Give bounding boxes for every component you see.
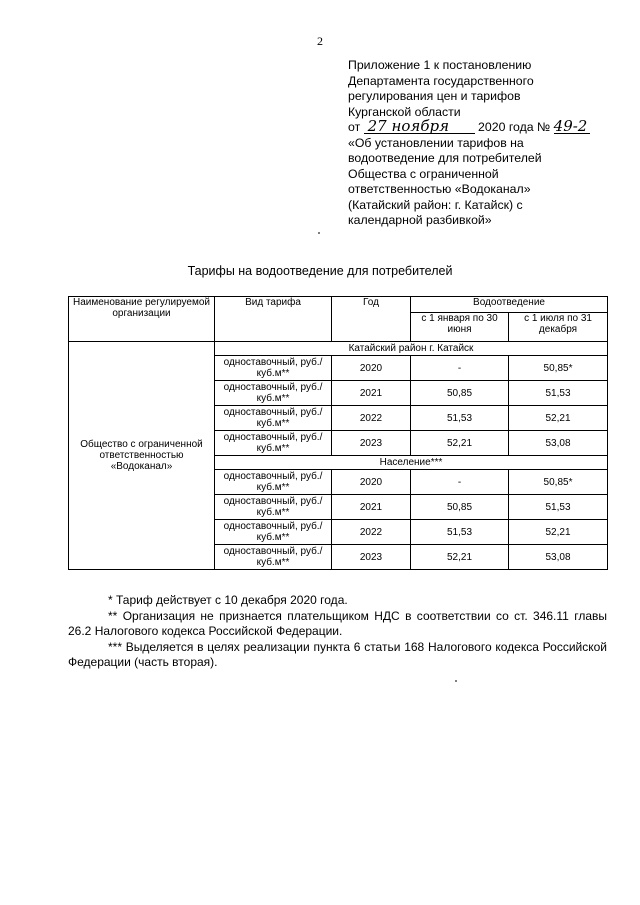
period2-cell: 53,08 <box>509 431 608 456</box>
footnote: ** Организация не признается плательщиком НДС в соответствии со ст. 346.11 главы 26.2 Налогового кодекса Российской Федерации. <box>68 608 607 638</box>
tariff-type-cell: одноставочный, руб./куб.м** <box>215 470 332 495</box>
tariff-table <box>68 296 608 570</box>
group-label: Население*** <box>215 456 608 470</box>
year-cell: 2020 <box>332 470 411 495</box>
period2-cell: 51,53 <box>509 495 608 520</box>
period2-cell: 53,08 <box>509 545 608 570</box>
appendix-subject-line: «Об установлении тарифов на <box>348 135 524 150</box>
handwritten-number: 49-2 <box>554 120 590 134</box>
group-label: Катайский район г. Катайск <box>215 342 608 356</box>
tariff-type-cell: одноставочный, руб./куб.м** <box>215 545 332 570</box>
period2-cell: 50,85* <box>509 356 608 381</box>
tariff-type-cell: одноставочный, руб./куб.м** <box>215 381 332 406</box>
appendix-block <box>348 58 628 229</box>
appendix-subject-line: (Катайский район: г. Катайск) с <box>348 197 523 212</box>
appendix-subject-line: календарной разбивкой» <box>348 213 492 227</box>
header-period1: с 1 января по 30 июня <box>411 313 509 342</box>
header-org: Наименование регулируемой организации <box>69 297 215 342</box>
appendix-line: Департамента государственного <box>348 73 534 88</box>
year-text: 2020 года № <box>478 120 551 134</box>
year-cell: 2023 <box>332 431 411 456</box>
tariff-type-cell: одноставочный, руб./куб.м** <box>215 431 332 456</box>
appendix-subject-line: водоотведение для потребителей <box>348 151 542 165</box>
header-service: Водоотведение <box>411 297 608 313</box>
period1-cell: 52,21 <box>411 431 509 456</box>
appendix-line: Курганской области <box>348 104 461 119</box>
appendix-subject-line: Общества с ограниченной <box>348 166 499 181</box>
year-cell: 2021 <box>332 381 411 406</box>
organization-cell: Общество с ограниченной ответственностью «Водоканал» <box>69 342 215 570</box>
period2-cell: 51,53 <box>509 381 608 406</box>
appendix-subject-line: ответственностью «Водоканал» <box>348 182 531 196</box>
period1-cell: - <box>411 470 509 495</box>
footnote: *** Выделяется в целях реализации пункта 6 статьи 168 Налогового кодекса Российской Федерации (часть вторая). <box>68 639 607 669</box>
scan-speck <box>455 680 457 682</box>
date-prefix: от <box>348 120 361 134</box>
year-cell: 2022 <box>332 520 411 545</box>
year-cell: 2020 <box>332 356 411 381</box>
scan-speck <box>318 232 320 234</box>
header-tariff-type: Вид тарифа <box>215 297 332 342</box>
tariff-type-cell: одноставочный, руб./куб.м** <box>215 406 332 431</box>
tariff-type-cell: одноставочный, руб./куб.м** <box>215 356 332 381</box>
handwritten-date: 27 ноября <box>364 120 475 134</box>
footnotes <box>68 593 607 671</box>
period1-cell: 50,85 <box>411 495 509 520</box>
period2-cell: 52,21 <box>509 520 608 545</box>
year-cell: 2021 <box>332 495 411 520</box>
tariff-type-cell: одноставочный, руб./куб.м** <box>215 495 332 520</box>
document-title: Тарифы на водоотведение для потребителей <box>187 264 453 278</box>
appendix-line: Приложение 1 к постановлению <box>348 58 532 72</box>
period2-cell: 52,21 <box>509 406 608 431</box>
period1-cell: 52,21 <box>411 545 509 570</box>
year-cell: 2022 <box>332 406 411 431</box>
period1-cell: - <box>411 356 509 381</box>
appendix-date-line <box>348 117 628 136</box>
footnote: * Тариф действует с 10 декабря 2020 года. <box>108 593 348 607</box>
appendix-line: регулирования цен и тарифов <box>348 89 521 103</box>
header-period2: с 1 июля по 31 декабря <box>509 313 608 342</box>
period1-cell: 51,53 <box>411 406 509 431</box>
period2-cell: 50,85* <box>509 470 608 495</box>
period1-cell: 51,53 <box>411 520 509 545</box>
year-cell: 2023 <box>332 545 411 570</box>
period1-cell: 50,85 <box>411 381 509 406</box>
page-number: 2 <box>317 34 323 48</box>
tariff-type-cell: одноставочный, руб./куб.м** <box>215 520 332 545</box>
header-year: Год <box>332 297 411 342</box>
